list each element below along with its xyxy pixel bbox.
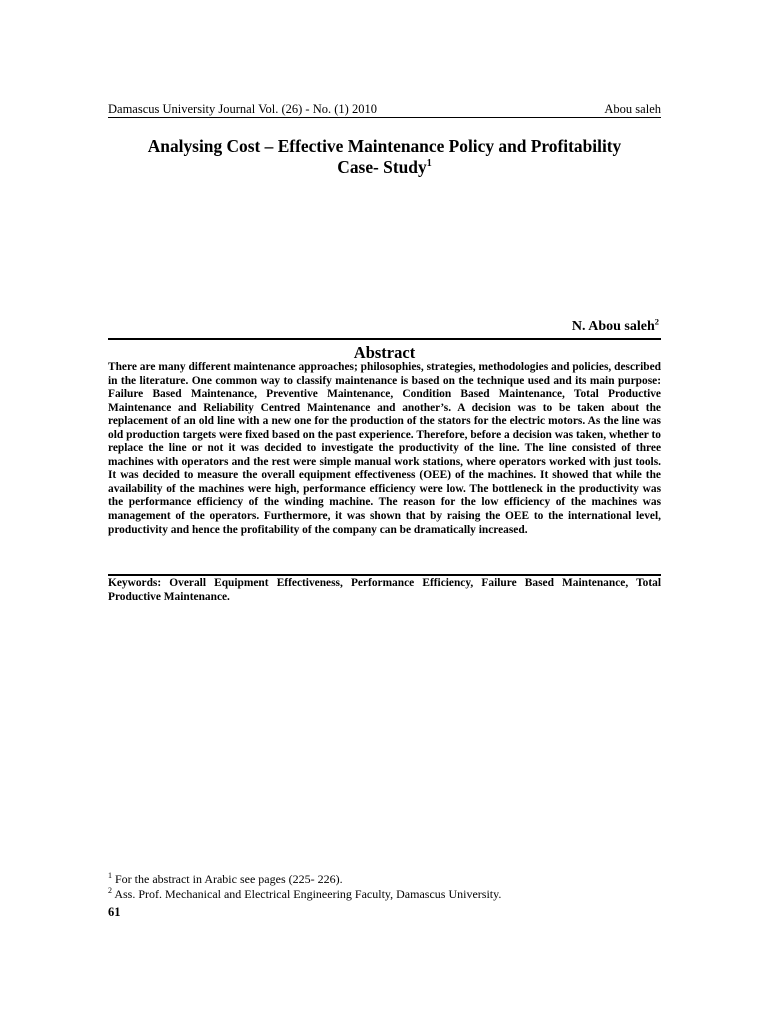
title-line-2: [108, 157, 661, 178]
journal-citation: Damascus University Journal Vol. (26) - No. (1) 2010: [108, 102, 377, 116]
abstract-top-rule: [108, 338, 661, 340]
footnotes: [108, 872, 661, 902]
abstract-heading: Abstract: [353, 343, 416, 362]
footnote-2-text: Ass. Prof. Mechanical and Electrical Engineering Faculty, Damascus University.: [112, 887, 502, 901]
title-footnote-mark: 1: [426, 158, 432, 170]
title-line-1: Analysing Cost – Effective Maintenance Policy and Profitability: [147, 136, 622, 156]
running-header: [108, 102, 661, 116]
footnote-1-mark: 1: [108, 871, 112, 880]
keywords: Keywords: Overall Equipment Effectiveness, Performance Efficiency, Failure Based Maintenance, Total Productive Maintenance.: [108, 577, 661, 603]
paper-title: [108, 136, 661, 178]
title-line-2-text: Case- Study: [337, 157, 427, 177]
footnote-2-mark: 2: [108, 886, 112, 895]
footnote-2: [108, 887, 661, 901]
abstract-bottom-rule: [108, 574, 661, 576]
author-line: [108, 318, 659, 335]
header-divider: [108, 117, 661, 118]
page-number: 61: [108, 905, 121, 919]
author-name: N. Abou saleh: [571, 319, 655, 334]
author-footnote-mark: 2: [654, 316, 659, 327]
footnote-1-text: For the abstract in Arabic see pages (225- 226).: [112, 872, 343, 886]
footnote-1: [108, 872, 661, 886]
header-author: Abou saleh: [604, 102, 661, 116]
abstract-text: There are many different maintenance approaches; philosophies, strategies, methodologies and policies, described in the literature. One common way to classify maintenance is based on the technique used and its main purpose: Failure Based Maintenance, Preventive Maintenance, Condition Based Maintenance, Total Productive Maintenance and Reliability Centred Maintenance and another’s. A decision was to be taken about the replacement of an old line with a new one for the production of the stators for the electric motors. As the line was old production targets were fixed based on the past experience. Therefore, before a decision was taken, whether to replace the line or not it was decided to investigate the productivity of the line. The line consisted of three machines with operators and the rest were simple manual work stations, where operators worked with just tools. It was decided to measure the overall equipment effectiveness (OEE) of the machines. It showed that while the availability of the machines were high, performance efficiency were low. The bottleneck in the productivity was the performance efficiency of the winding machine. The reason for the low efficiency of the machines was management of the operators. Furthermore, it was shown that by raising the OEE to the international level, productivity and hence the profitability of the company can be dramatically increased.: [108, 361, 661, 536]
